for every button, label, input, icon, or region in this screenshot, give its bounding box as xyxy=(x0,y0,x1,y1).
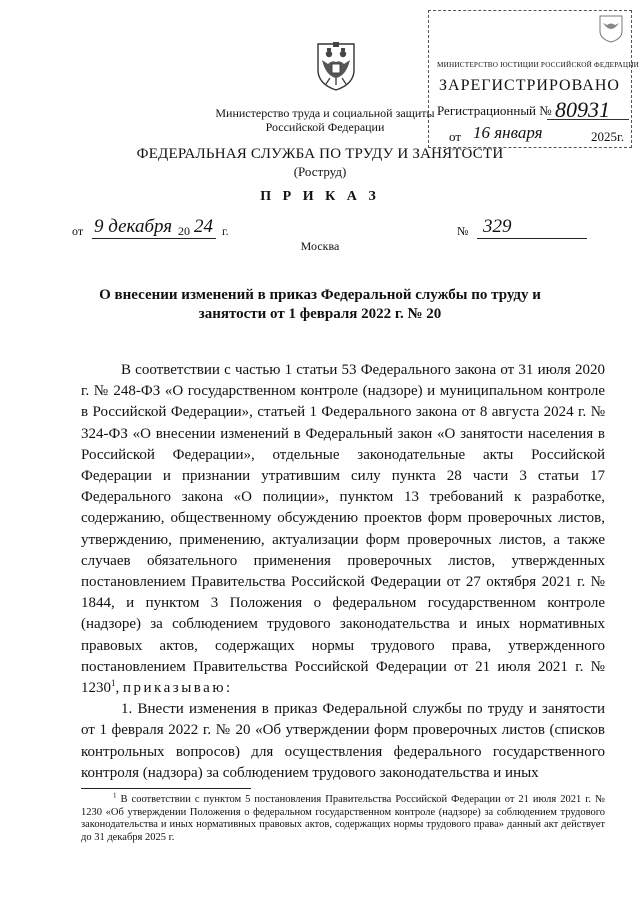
stamp-date-label: от xyxy=(449,129,462,144)
service-short-name: (Роструд) xyxy=(293,164,347,179)
year-suffix: г. xyxy=(222,224,229,238)
service-name: ФЕДЕРАЛЬНАЯ СЛУЖБА ПО ТРУДУ И ЗАНЯТОСТИ xyxy=(136,146,504,162)
document-body xyxy=(81,360,605,784)
stamp-reg-label: Регистрационный № xyxy=(437,103,552,118)
number-prefix: № xyxy=(457,224,469,238)
coat-of-arms-icon xyxy=(312,38,360,92)
document-title: О внесении изменений в приказ Федеральной службы по труду и занятости от 1 февраля 2022 г. № 20 xyxy=(99,287,541,322)
stamp-reg-number: 80931 xyxy=(555,97,610,122)
stamp-year: 2025г. xyxy=(591,129,625,144)
number-handwritten: 329 xyxy=(483,216,512,237)
order-title: П Р И К А З xyxy=(260,189,380,204)
stamp-registered: ЗАРЕГИСТРИРОВАНО xyxy=(439,77,620,94)
footnote-ref: 1 xyxy=(111,678,116,689)
stamp-reg-underline xyxy=(547,119,629,120)
order-verb: приказываю: xyxy=(123,680,233,697)
order-number xyxy=(457,216,589,238)
footnote-divider xyxy=(81,788,251,789)
date-prefix: от xyxy=(72,224,84,238)
order-date xyxy=(72,216,232,238)
stamp-ministry: МИНИСТЕРСТВО ЮСТИЦИИ РОССИЙСКОЙ ФЕДЕРАЦИИ xyxy=(437,61,640,69)
city: Москва xyxy=(300,239,340,253)
footnote xyxy=(81,791,606,844)
date-handwritten: 9 декабря xyxy=(94,216,173,237)
stamp-date: 16 января xyxy=(473,123,543,142)
registration-stamp xyxy=(428,10,640,148)
paragraph-2: 1. Внести изменения в приказ Федеральной службы по труду и занятости от 1 февраля 2022 г. № 20 «Об утверждении форм проверочных листов (списков контрольных вопросов) для осуществления федерального государственного контроля (надзора) за соблюдением трудового законодательства и иных xyxy=(81,701,605,781)
footnote-marker: 1 xyxy=(113,791,117,800)
ministry-name: Министерство труда и социальной защиты Российской Федерации xyxy=(215,106,435,134)
year-handwritten: 24 xyxy=(194,216,213,237)
stamp-emblem-icon xyxy=(597,13,625,43)
paragraph-1: В соответствии с частью 1 статьи 53 Федерального закона от 31 июля 2020 г. № 248-ФЗ «О государственном контроле (надзоре) и муниципальном контроле в Российской Федерации», статьей 1 Федерального закона от 8 августа 2024 г. № 324-ФЗ «О внесении изменений в Федеральный закон «О занятости населения в Российской Федерации», отдельные законодательные акты Российской Федерации и признании утратившим силу пункта 28 части 3 статьи 17 Федерального закона «О полиции», пунктом 13 требований к разработке, содержанию, общественному обсуждению проектов форм проверочных листов, утверждению, применению, актуализации форм проверочных листов, а также случаев обязательного применения проверочных листов, утвержденных постановлением Правительства Российской Федерации от 27 октября 2021 г. № 1844, и пунктом 3 Положения о федеральном государственном контроле (надзоре) за соблюдением трудового законодательства и иных нормативных правовых актов, содержащих нормы трудового права, утвержденного постановлением Правительства Российской Федерации от 21 июля 2021 г. № 1230$^1$, приказываю: xyxy=(81,362,605,697)
footnote-text: В соответствии с пунктом 5 постановления Правительства Российской Федерации от 21 июля 2021 г. № 1230 «Об утверждении Положения о федеральном государственном контроле (надзоре) за соблюдением трудового законодательства и иных нормативных правовых актов, содержащих нормы трудового права» данный акт действует до 31 декабря 2025 г. xyxy=(81,794,606,843)
year-prefix: 20 xyxy=(178,224,190,238)
paragraph-1-text: В соответствии с частью 1 статьи 53 Федерального закона от 31 июля 2020 г. № 248-ФЗ «О государственном контроле (надзоре) и муниципальном контроле в Российской Федерации», статьей 1 Федерального закона от 8 августа 2024 г. № 324-ФЗ «О внесении изменений в Федеральный закон «О занятости населения в Российской Федерации», отдельные законодательные акты Российской Федерации и признании утратившим силу пункта 28 части 3 статьи 17 Федерального закона «О полиции», пунктом 13 требований к разработке, содержанию, общественному обсуждению проектов форм проверочных листов, утверждению, применению, актуализации форм проверочных листов, а также случаев обязательного применения проверочных листов, утвержденных постановлением Правительства Российской Федерации от 27 октября 2021 г. № 1844, и пунктом 3 Положения о федеральном государственном контроле (надзоре) за соблюдением трудового законодательства и иных нормативных правовых актов, содержащих нормы трудового права, утвержденного постановлением Правительства Российской Федерации от 21 июля 2021 г. № 1230 xyxy=(81,362,605,697)
